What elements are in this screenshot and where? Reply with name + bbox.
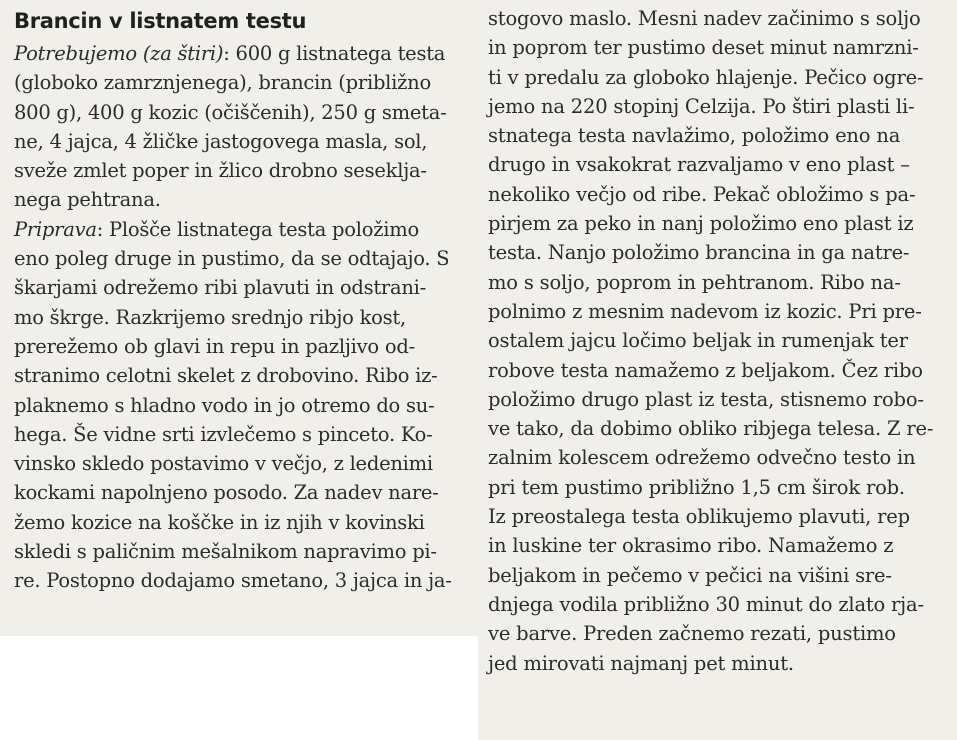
recipe-title: Brancin v listnatem testu xyxy=(14,9,307,33)
text-line xyxy=(14,391,478,420)
line-text: skledi s paličnim mešalnikom napravimo pi- xyxy=(14,540,437,564)
text-line: dnjega vodila približno 30 minut do zlato rja- xyxy=(488,592,924,616)
text-line: stnatega testa navlažimo, položimo eno na xyxy=(488,124,901,148)
text-line xyxy=(14,127,478,156)
line-text: vinsko skledo postavimo v večjo, z ledenimi xyxy=(14,452,433,476)
text-line: pirjem za peko in nanj položimo eno plast iz xyxy=(488,212,914,236)
text-line: jed mirovati najmanj pet minut. xyxy=(488,651,794,675)
text-line: ve tako, da dobimo obliko ribjega telesa. Z re- xyxy=(488,417,934,441)
text-line xyxy=(14,361,478,390)
line-text: : 600 g listnatega testa xyxy=(223,42,446,65)
line-text: plaknemo s hladno vodo in jo otremo do su- xyxy=(14,393,435,417)
text-line: nekoliko večjo od ribe. Pekač obložimo s pa- xyxy=(488,182,916,206)
line-text: 800 g), 400 g kozic (očiščenih), 250 g smeta- xyxy=(14,100,447,124)
left-text-block xyxy=(14,39,478,596)
text-line xyxy=(14,537,478,566)
text-line xyxy=(14,244,478,273)
text-line xyxy=(14,478,478,507)
text-line xyxy=(14,273,478,302)
text-line: in poprom ter pustimo deset minut namrzni- xyxy=(488,36,919,60)
text-line xyxy=(14,420,478,449)
text-line xyxy=(14,303,478,332)
text-line: drugo in vsakokrat razvaljamo v eno plast – xyxy=(488,153,910,177)
text-line: mo s soljo, poprom in pehtranom. Ribo na- xyxy=(488,270,901,294)
line-text: nega pehtrana. xyxy=(14,188,161,212)
text-line xyxy=(14,215,478,244)
line-text: kockami napolnjeno posodo. Za nadev nare- xyxy=(14,481,439,505)
line-text: : Plošče listnatega testa položimo xyxy=(96,217,419,241)
line-text: stranimo celotni skelet z drobovino. Ribo iz- xyxy=(14,364,438,388)
text-line: zalnim kolescem odrežemo odvečno testo in xyxy=(488,446,916,470)
line-text: mo škrge. Razkrijemo srednjo ribjo kost, xyxy=(14,305,406,329)
text-line: jemo na 220 stopinj Celzija. Po štiri plasti li- xyxy=(488,94,915,118)
text-line: pri tem pustimo približno 1,5 cm širok rob. xyxy=(488,475,905,499)
text-line xyxy=(14,449,478,478)
line-text: škarjami odrežemo ribi plavuti in odstrani- xyxy=(14,276,427,300)
line-text: hega. Še vidne srti izvlečemo s pinceto. Ko- xyxy=(14,422,433,446)
right-text-block xyxy=(488,4,957,678)
text-line: Iz preostalega testa oblikujemo plavuti, rep xyxy=(488,505,910,529)
text-line: in luskine ter okrasimo ribo. Namažemo z xyxy=(488,534,894,558)
line-text: prerežemo ob glavi in repu in pazljivo od- xyxy=(14,334,415,358)
text-line: testa. Nanjo položimo brancina in ga natre- xyxy=(488,241,910,265)
text-line: beljakom in pečemo v pečici na višini sre- xyxy=(488,563,892,587)
section-label: Potrebujemo (za štiri) xyxy=(14,42,224,65)
line-text: re. Postopno dodajamo smetano, 3 jajca in ja- xyxy=(14,569,452,593)
text-line: robove testa namažemo z beljakom. Čez ribo xyxy=(488,358,923,382)
recipe-left-column xyxy=(0,0,478,636)
text-line: ve barve. Preden začnemo rezati, pustimo xyxy=(488,622,896,646)
line-text: ne, 4 jajca, 4 žličke jastogovega masla, sol, xyxy=(14,129,428,153)
text-line: ti v predalu za globoko hlajenje. Pečico ogre- xyxy=(488,65,924,89)
text-line xyxy=(14,39,478,68)
line-text: žemo kozice na koščke in iz njih v kovinski xyxy=(14,510,425,534)
text-line: ostalem jajcu ločimo beljak in rumenjak ter xyxy=(488,329,908,353)
recipe-right-column xyxy=(478,0,957,740)
text-line xyxy=(14,156,478,185)
text-line: položimo drugo plast iz testa, stisnemo robo- xyxy=(488,387,924,411)
text-line xyxy=(14,508,478,537)
line-text: eno poleg druge in pustimo, da se odtajajo. S xyxy=(14,247,450,271)
text-line xyxy=(14,98,478,127)
line-text: sveže zmlet poper in žlico drobno sesekljа- xyxy=(14,159,427,183)
text-line xyxy=(14,332,478,361)
text-line xyxy=(14,566,478,595)
line-text: (globoko zamrznjenega), brancin (približno xyxy=(14,71,431,95)
text-line: stogovo maslo. Mesni nadev začinimo s soljo xyxy=(488,7,921,30)
text-line: polnimo z mesnim nadevom iz kozic. Pri pre- xyxy=(488,299,922,323)
section-label: Priprava xyxy=(14,217,97,241)
text-line xyxy=(14,68,478,97)
text-line xyxy=(14,185,478,214)
